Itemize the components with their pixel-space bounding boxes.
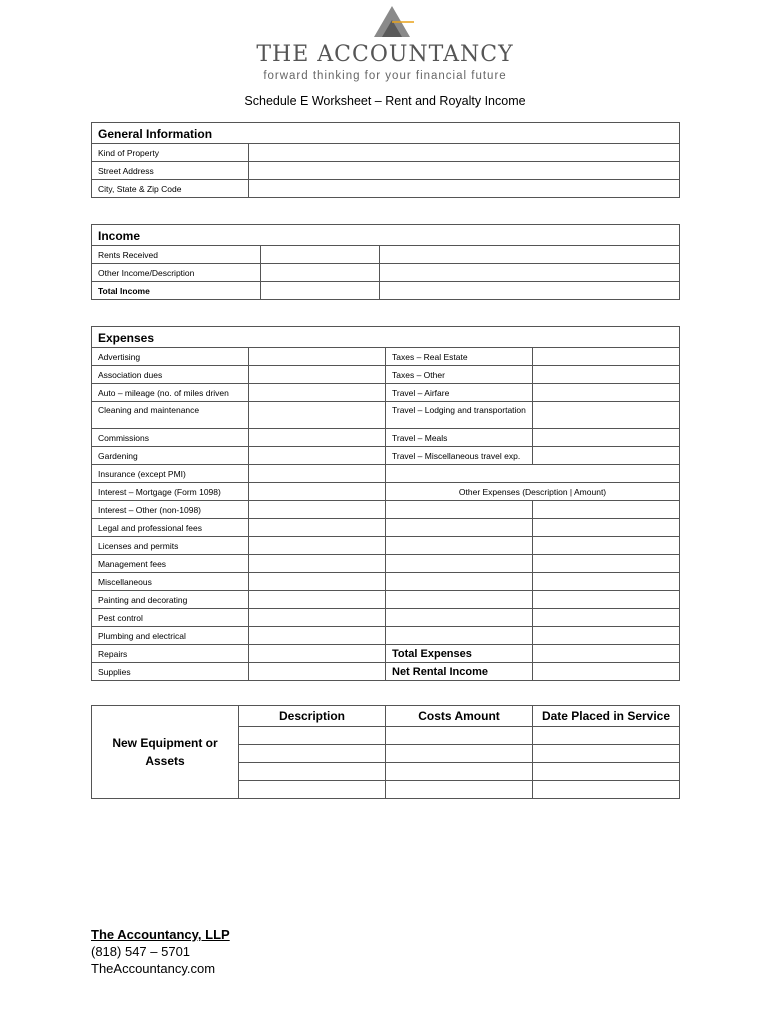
blank-cell [386, 465, 680, 483]
expense-amount-field[interactable] [249, 447, 386, 465]
expense-amount-field[interactable] [533, 384, 680, 402]
expense-amount-field[interactable] [533, 402, 680, 429]
general-heading: General Information [92, 123, 680, 144]
kind-of-property-field[interactable] [249, 144, 680, 162]
total-income-amount[interactable] [261, 282, 380, 300]
other-expense-amount[interactable] [533, 555, 680, 573]
expense-label: Travel – Lodging and transportation [386, 402, 533, 429]
expense-amount-field[interactable] [249, 627, 386, 645]
other-expense-amount[interactable] [533, 591, 680, 609]
expense-label: Insurance (except PMI) [92, 465, 249, 483]
other-expense-amount[interactable] [533, 609, 680, 627]
total-expenses-field[interactable] [533, 645, 680, 663]
expense-amount-field[interactable] [249, 573, 386, 591]
expense-amount-field[interactable] [249, 366, 386, 384]
logo-icon [368, 4, 416, 38]
rents-received-amount[interactable] [261, 246, 380, 264]
expense-amount-field[interactable] [249, 429, 386, 447]
expense-label: Travel – Airfare [386, 384, 533, 402]
expense-amount-field[interactable] [249, 483, 386, 501]
expense-amount-field[interactable] [249, 645, 386, 663]
equipment-label: New Equipment or Assets [92, 706, 239, 799]
other-expense-amount[interactable] [533, 573, 680, 591]
expense-amount-field[interactable] [533, 429, 680, 447]
expense-label: Cleaning and maintenance [92, 402, 249, 429]
expense-label: Repairs [92, 645, 249, 663]
other-income-note[interactable] [380, 264, 680, 282]
brand-tagline: forward thinking for your financial future [263, 70, 507, 82]
expenses-heading: Expenses [92, 327, 680, 348]
expense-amount-field[interactable] [533, 366, 680, 384]
row-label: Street Address [92, 162, 249, 180]
equipment-cost-field[interactable] [386, 763, 533, 781]
other-expense-description[interactable] [386, 627, 533, 645]
other-expense-description[interactable] [386, 555, 533, 573]
expense-amount-field[interactable] [249, 465, 386, 483]
equipment-cost-field[interactable] [386, 781, 533, 799]
row-label: Rents Received [92, 246, 261, 264]
expense-label: Gardening [92, 447, 249, 465]
expense-label: Plumbing and electrical [92, 627, 249, 645]
footer [91, 926, 230, 977]
other-expense-description[interactable] [386, 609, 533, 627]
column-header-date: Date Placed in Service [533, 706, 680, 727]
expense-amount-field[interactable] [249, 609, 386, 627]
expense-label: Interest – Mortgage (Form 1098) [92, 483, 249, 501]
other-expense-description[interactable] [386, 591, 533, 609]
row-label: City, State & Zip Code [92, 180, 249, 198]
other-income-amount[interactable] [261, 264, 380, 282]
total-expenses-label: Total Expenses [386, 645, 533, 663]
expense-amount-field[interactable] [249, 555, 386, 573]
expense-amount-field[interactable] [249, 348, 386, 366]
equipment-date-field[interactable] [533, 763, 680, 781]
equipment-cost-field[interactable] [386, 745, 533, 763]
expense-label: Painting and decorating [92, 591, 249, 609]
income-table [91, 224, 680, 300]
row-label: Kind of Property [92, 144, 249, 162]
equipment-description-field[interactable] [239, 727, 386, 745]
brand-name: THE ACCOUNTANCY [256, 42, 514, 67]
other-expense-description[interactable] [386, 537, 533, 555]
other-expense-description[interactable] [386, 501, 533, 519]
expense-amount-field[interactable] [249, 384, 386, 402]
expense-label: Taxes – Real Estate [386, 348, 533, 366]
expense-amount-field[interactable] [533, 447, 680, 465]
company-website[interactable]: TheAccountancy.com [91, 961, 216, 976]
document-title: Schedule E Worksheet – Rent and Royalty Income [244, 94, 526, 108]
equipment-description-field[interactable] [239, 745, 386, 763]
expense-amount-field[interactable] [249, 537, 386, 555]
expense-label: Pest control [92, 609, 249, 627]
expense-label: Travel – Miscellaneous travel exp. [386, 447, 533, 465]
company-name: The Accountancy, LLP [91, 927, 230, 942]
other-expenses-header: Other Expenses (Description | Amount) [386, 483, 680, 501]
expense-label: Management fees [92, 555, 249, 573]
equipment-description-field[interactable] [239, 781, 386, 799]
other-expense-description[interactable] [386, 573, 533, 591]
total-income-note[interactable] [380, 282, 680, 300]
city-state-zip-field[interactable] [249, 180, 680, 198]
other-expense-description[interactable] [386, 519, 533, 537]
street-address-field[interactable] [249, 162, 680, 180]
expense-label: Interest – Other (non-1098) [92, 501, 249, 519]
row-label: Other Income/Description [92, 264, 261, 282]
equipment-date-field[interactable] [533, 781, 680, 799]
expense-label: Legal and professional fees [92, 519, 249, 537]
expense-label: Supplies [92, 663, 249, 681]
other-expense-amount[interactable] [533, 627, 680, 645]
equipment-date-field[interactable] [533, 727, 680, 745]
expense-amount-field[interactable] [249, 663, 386, 681]
expense-label: Travel – Meals [386, 429, 533, 447]
general-information-table [91, 122, 680, 198]
expense-amount-field[interactable] [249, 501, 386, 519]
expense-label: Licenses and permits [92, 537, 249, 555]
other-expense-amount[interactable] [533, 537, 680, 555]
expense-label: Association dues [92, 366, 249, 384]
expense-label: Auto – mileage (no. of miles driven [92, 384, 249, 402]
expense-label: Miscellaneous [92, 573, 249, 591]
expense-amount-field[interactable] [249, 402, 386, 429]
equipment-cost-field[interactable] [386, 727, 533, 745]
other-expense-amount[interactable] [533, 519, 680, 537]
expense-label: Commissions [92, 429, 249, 447]
expense-amount-field[interactable] [533, 348, 680, 366]
net-rental-income-field[interactable] [533, 663, 680, 681]
expenses-table [91, 326, 680, 681]
expense-amount-field[interactable] [249, 519, 386, 537]
column-header-costs: Costs Amount [386, 706, 533, 727]
net-rental-income-label: Net Rental Income [386, 663, 533, 681]
row-label: Total Income [92, 282, 261, 300]
equipment-table [91, 705, 680, 799]
other-expense-amount[interactable] [533, 501, 680, 519]
header [0, 0, 770, 90]
equipment-date-field[interactable] [533, 745, 680, 763]
company-phone: (818) 547 – 5701 [91, 944, 191, 959]
expense-label: Taxes – Other [386, 366, 533, 384]
income-heading: Income [92, 225, 680, 246]
expense-label: Advertising [92, 348, 249, 366]
expense-amount-field[interactable] [249, 591, 386, 609]
column-header-description: Description [239, 706, 386, 727]
rents-received-note[interactable] [380, 246, 680, 264]
equipment-description-field[interactable] [239, 763, 386, 781]
